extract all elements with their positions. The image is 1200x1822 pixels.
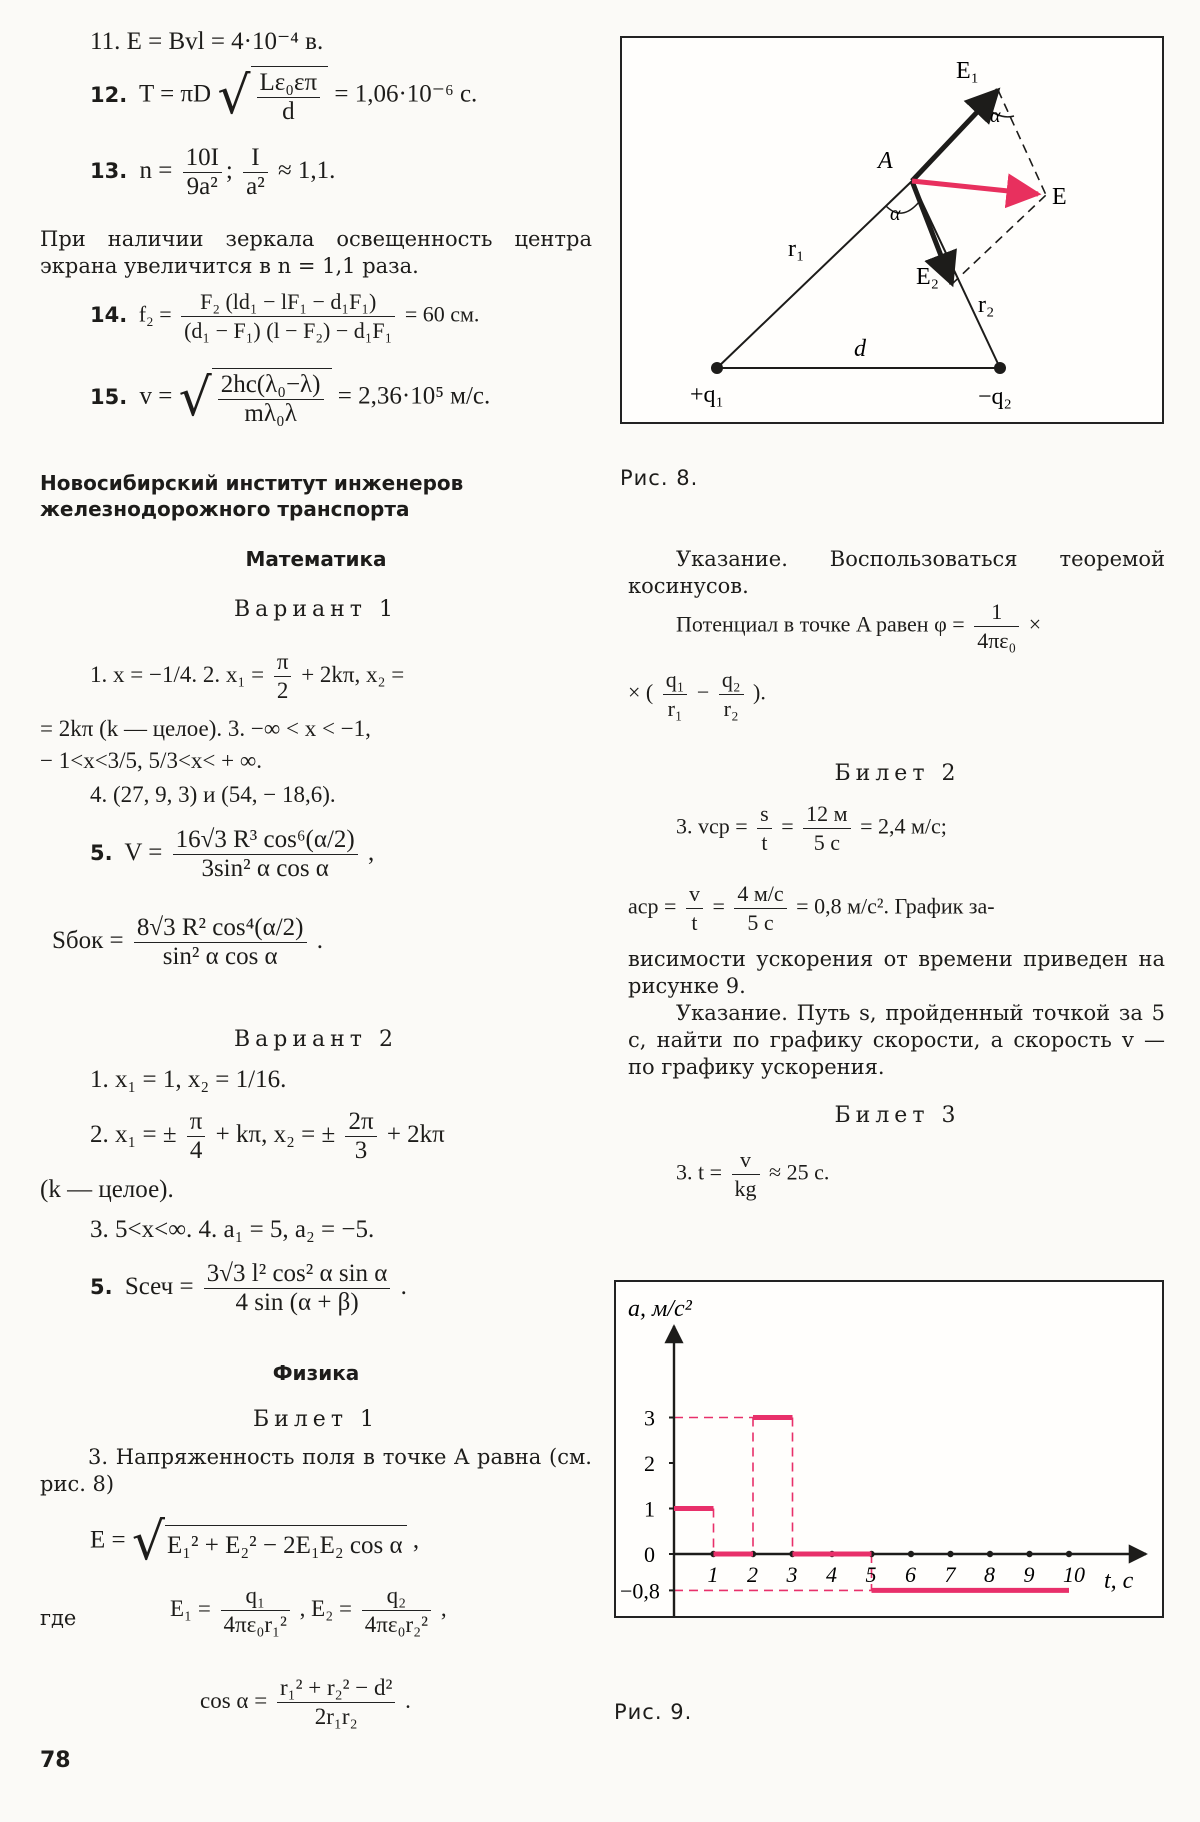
ticket-1-text: 3. Напряженность поля в точке A равна (см. рис. 8) (40, 1445, 592, 1496)
label-q1: +q₁ (690, 382, 724, 408)
y-tick-label: −0,8 (620, 1578, 660, 1604)
y-tick-label: 2 (644, 1451, 655, 1476)
potential-line-2: × ( $\frac{\text{q₁}}{\text{r₁}}$ − $\frac{\text{q₂}}{\text{r₂}}$ ). (628, 667, 766, 721)
side-r1 (717, 181, 912, 368)
vector-e1 (912, 90, 998, 181)
label-d: d (854, 336, 866, 362)
fraction: $\frac{\text{q₁}}{\text{4πε₀r₁²}}$ (221, 1582, 290, 1639)
charge-q1 (711, 362, 723, 374)
field-diagram (622, 38, 1162, 422)
variant-1-lateral-area: Sбок = $\frac{\text{8√3 R² cos⁴(α/2)}}{\text{sin² α cos α}}$ . (52, 914, 324, 970)
label-r1: r₁ (788, 236, 805, 262)
figure-8 (620, 36, 1164, 424)
x-tick-label-1: 1 (707, 1562, 719, 1587)
x-tick-10 (1066, 1551, 1072, 1557)
fraction: $\frac{\text{q₂}}{\text{r₂}}$ (719, 666, 744, 723)
y-tick-label: 1 (644, 1496, 655, 1522)
where-label: где (40, 1606, 77, 1630)
variant-1-heading: Вариант 1 (234, 597, 398, 622)
average-velocity-formula: 3. vср = $\frac{s}{t}$ = $\frac{12 м}{5 с}$ = 2,4 м/с; (676, 801, 947, 855)
x-tick-label-8: 8 (984, 1562, 995, 1587)
field-components-formula: E₁ = $\frac{\text{q₁}}{\text{4πε₀r₁²}}$ , E₂ = $\frac{\text{q₂}}{\text{4πε₀r₂²}}$ , (170, 1583, 447, 1637)
x-tick-label-4: 4 (826, 1562, 837, 1587)
variant-1-volume: 5. V = $\frac{\text{16√3 R³ cos⁶(α/2)}}{\text{3sin² α cos α}}$ , (90, 826, 375, 882)
ticket-3-heading: Билет 3 (834, 1103, 961, 1128)
x-tick-label-6: 6 (905, 1562, 916, 1587)
fraction: $\frac{\pi}{4}$ (187, 1108, 206, 1165)
variant-1-line-3: − 1<x<3/5, 5/3<x< + ∞. (40, 748, 263, 773)
fraction: $\frac{12 м}{5 с}$ (803, 800, 850, 857)
x-tick-6 (908, 1551, 914, 1557)
math-heading: Математика (245, 547, 387, 571)
variant-2-line-4: 3. 5<x<∞. 4. a₁ = 5, a₂ = −5. (90, 1216, 375, 1243)
fraction: $\frac{4 м/с}{5 с}$ (734, 880, 786, 937)
page-number: 78 (40, 1748, 71, 1773)
ticket-3-formula: 3. t = $\frac{v}{kg}$ ≈ 25 с. (676, 1147, 830, 1201)
fraction: $\frac{\text{r₁² + r₂² − d²}}{\text{2r₁r₂}}$ (277, 1674, 395, 1731)
label-q2: −q₂ (978, 384, 1012, 410)
figure-9 (614, 1280, 1164, 1618)
fraction: $\frac{\text{Lε₀επ}}{d}$ (257, 69, 321, 126)
potential-line-1: Потенциал в точке A равен φ = $\frac{1}{\text{4πε₀}}$ × (676, 599, 1042, 653)
parallelogram-edge-2 (952, 195, 1046, 284)
fraction: $\frac{\pi}{2}$ (274, 648, 292, 705)
fraction: $\frac{2\pi}{3}$ (345, 1108, 376, 1165)
x-tick-8 (987, 1551, 993, 1557)
y-axis-label: a, м/с² (628, 1296, 692, 1322)
mirror-paragraph: При наличии зеркала освещенность центра экрана увеличится в n = 1,1 раза. (40, 227, 592, 278)
variant-2-line-3: (k — целое). (40, 1176, 174, 1203)
label-r2: r₂ (978, 292, 995, 318)
y-tick-label: 3 (644, 1405, 655, 1431)
fraction: $\frac{v}{t}$ (686, 880, 703, 937)
fraction: $\frac{s}{t}$ (757, 800, 772, 857)
label-alpha-2: α (890, 203, 901, 225)
x-tick-label-10: 10 (1063, 1562, 1085, 1587)
label-e2: E₂ (916, 264, 940, 290)
vector-e-resultant (912, 181, 1038, 194)
x-tick-label-5: 5 (865, 1562, 877, 1587)
fraction: $\frac{v}{kg}$ (732, 1146, 760, 1203)
x-tick-9 (1026, 1551, 1032, 1557)
fraction: $\frac{10I}{\text{9a²}}$ (183, 144, 222, 201)
label-a: A (878, 148, 893, 174)
fraction: $\frac{\text{2hc(λ₀−λ)}}{\text{mλ₀λ}}$ (218, 371, 324, 428)
physics-heading: Физика (272, 1361, 360, 1385)
variant-2-heading: Вариант 2 (234, 1027, 398, 1052)
variant-2-line-2: 2. x₁ = ± $\frac{\pi}{4}$ + kπ, x₂ = ± $\frac{2\pi}{3}$ + 2kπ (90, 1108, 445, 1164)
answer-15: 15. v = √ $\frac{\text{2hc(λ₀−λ)}}{\text{mλ₀λ}}$ = 2,36·10⁵ м/с. (90, 368, 491, 428)
x-axis-label: t, c (1104, 1568, 1134, 1594)
x-tick-7 (947, 1551, 953, 1557)
acceleration-chart (616, 1282, 1162, 1616)
cosine-formula: cos α = $\frac{\text{r₁² + r₂² − d²}}{\text{2r₁r₂}}$ . (200, 1675, 411, 1729)
variant-1-line-2: = 2kπ (k — целое). 3. −∞ < x < −1, (40, 716, 371, 741)
fraction: $\frac{1}{\text{4πε₀}}$ (974, 598, 1019, 655)
x-tick-label-2: 2 (747, 1562, 758, 1587)
ticket-2-text: висимости ускорения от времени приведен на рисунке 9. (628, 947, 1165, 998)
variant-2-line-1: 1. x₁ = 1, x₂ = 1/16. (90, 1066, 287, 1093)
fraction: $\frac{\text{q₂}}{\text{4πε₀r₂²}}$ (362, 1582, 431, 1639)
ticket-1-heading: Билет 1 (253, 1407, 379, 1432)
variant-2-section-area: 5. Sсеч = $\frac{\text{3√3 l² cos² α sin α}}{4 \sin (\alpha + \beta)}$ . (90, 1260, 407, 1316)
x-tick-label-9: 9 (1023, 1562, 1035, 1587)
figure-9-caption: Рис. 9. (614, 1700, 693, 1724)
fraction: $\frac{\text{F₂ (ld₁ − lF₁ − d₁F₁)}}{\text{(d₁ − F₁) (l − F₂) − d₁F₁}}$ (181, 288, 395, 345)
ticket-2-hint: Указание. Путь s, пройденный точкой за 5 с, найти по графику скорости, а скорость v — по графику ускорения. (628, 1001, 1165, 1079)
average-acceleration-formula: aср = $\frac{v}{t}$ = $\frac{4 м/с}{5 с}$ = 0,8 м/с². График за- (628, 881, 995, 935)
label-alpha-1: α (990, 105, 1001, 127)
charge-q2 (994, 362, 1006, 374)
answer-14: 14. f₂ = $\frac{\text{F₂ (ld₁ − lF₁ − d₁F₁)}}{\text{(d₁ − F₁) (l − F₂) − d₁F₁}}$ = 60 см. (90, 289, 480, 343)
fraction: $\frac{\text{q₁}}{\text{r₁}}$ (663, 666, 688, 723)
x-tick-label-3: 3 (786, 1562, 798, 1587)
fraction: $\frac{I}{\text{a²}}$ (243, 144, 268, 201)
variant-1-line-4: 4. (27, 9, 3) и (54, − 18,6). (90, 782, 336, 807)
institute-heading: Новосибирский институт инженеров железнодорожного транспорта (40, 471, 464, 521)
fraction: $\frac{\text{8√3 R² cos⁴(α/2)}}{\text{sin² α cos α}}$ (134, 914, 307, 971)
figure-8-caption: Рис. 8. (620, 466, 699, 490)
parallelogram-edge-1 (998, 90, 1046, 195)
answer-12: 12. T = πD √ $\frac{\text{Lε₀επ}}{d}$ = 1,06·10⁻⁶ с. (90, 66, 478, 126)
x-tick-label-7: 7 (944, 1562, 956, 1587)
y-tick-label: 0 (644, 1542, 655, 1567)
variant-1-line-1: 1. x = −1/4. 2. x₁ = $\frac{\pi}{2}$ + 2kπ, x₂ = (90, 649, 405, 703)
field-strength-formula: E = √E₁² + E₂² − 2E₁E₂ cos α , (90, 1512, 420, 1572)
hint-cosine-theorem: Указание. Воспользоваться теоремой косинусов. (628, 547, 1165, 598)
fraction: $\frac{\text{16√3 R³ cos⁶(α/2)}}{\text{3sin² α cos α}}$ (173, 826, 358, 883)
label-e1: E₁ (956, 58, 980, 84)
answer-13: 13. n = $\frac{10I}{\text{9a²}}$ ; $\frac{I}{\text{a²}}$ ≈ 1,1. (90, 144, 336, 200)
label-e: E (1052, 184, 1067, 210)
fraction: $\frac{\text{3√3 l² cos² α sin α}}{4 \sin (\alpha + \beta)}$ (204, 1260, 391, 1317)
ticket-2-heading: Билет 2 (834, 761, 961, 786)
answer-11: 11. E = Bvl = 4·10⁻⁴ в. (90, 28, 324, 55)
